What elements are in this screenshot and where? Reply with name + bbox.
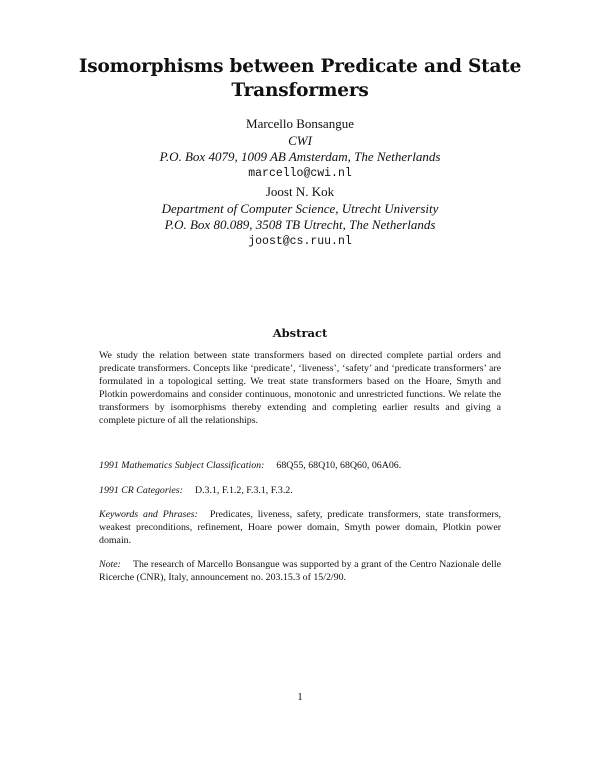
abstract-heading: Abstract: [272, 326, 328, 340]
cr-label: 1991 CR Categories:: [99, 485, 183, 496]
abstract-text: We study the relation between state transformers based on directed complete partial orders and predicate transformers. Concepts like ‘predicate’, ‘liveness’, ‘safety’ and ‘predicate transformers’ are formulated in a topological setting. We treat state transformers based on the Hoare, Smyth and Plotkin powerdomains and consider continuous, monotonic and unrestricted functions. We relate the transformers by isomorphisms thereby extending and completing earlier results and giving a complete picture of all the relationships.: [99, 350, 501, 426]
author-email: joost@cs.ruu.nl: [248, 234, 352, 248]
author-block-2: [0, 184, 600, 250]
note-value: The research of Marcello Bonsangue was supported by a grant of the Centro Nazionale delle Ricerche (CNR), Italy, announcement no. 203.15.3 of 15/2/90.: [99, 559, 501, 583]
title-line-2: Transformers: [231, 80, 369, 101]
note-label: Note:: [99, 559, 121, 570]
author-address: P.O. Box 80.089, 3508 TB Utrecht, The Netherlands: [164, 217, 436, 232]
cr-categories: [99, 484, 501, 497]
author-name: Joost N. Kok: [265, 184, 335, 199]
title-line-1: Isomorphisms between Predicate and State: [78, 56, 522, 77]
author-affiliation: Department of Computer Science, Utrecht University: [161, 200, 439, 216]
msc-classification: [99, 459, 501, 472]
keywords: [99, 508, 501, 547]
author-affiliation: CWI: [288, 132, 312, 148]
author-email: marcello@cwi.nl: [248, 166, 352, 180]
funding-note: [99, 558, 501, 584]
msc-label: 1991 Mathematics Subject Classification:: [99, 460, 265, 471]
author-address: P.O. Box 4079, 1009 AB Amsterdam, The Netherlands: [159, 149, 441, 164]
cr-value: D.3.1, F.1.2, F.3.1, F.3.2.: [194, 485, 293, 496]
keywords-label: Keywords and Phrases:: [99, 509, 198, 520]
author-block-1: [0, 116, 600, 182]
msc-value: 68Q55, 68Q10, 68Q60, 06A06.: [276, 460, 402, 471]
author-name: Marcello Bonsangue: [246, 116, 354, 131]
paper-title: [0, 55, 600, 103]
page-number: 1: [297, 691, 303, 703]
keywords-value: Predicates, liveness, safety, predicate transformers, state transformers, weakest preconditions, refinement, Hoare power domain, Smyth power domain, Plotkin power domain.: [99, 509, 502, 546]
